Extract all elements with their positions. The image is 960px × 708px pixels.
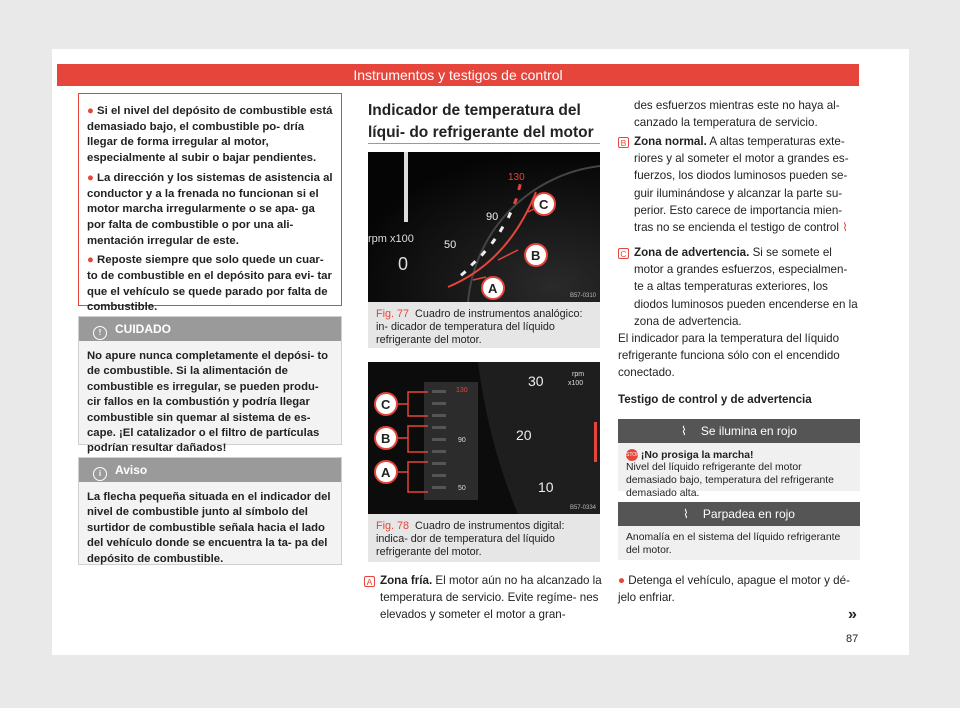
marker-c: C [539, 197, 549, 212]
zona-normal-text: A altas temperaturas exte- riores y al someter el motor a grandes es- fuerzos, los diodos luminosos pueden se- guir iluminándose y alcanzar la parte su- perior. Esto carece de importancia mien- tras no se encienda el testigo de control [634, 135, 849, 235]
speed-30: 30 [528, 373, 544, 389]
continued-text: des esfuerzos mientras este no haya al- canzado la temperatura de servicio. [634, 99, 840, 130]
coolant-icon: ⌇ [683, 507, 689, 521]
marker-b: B [381, 431, 391, 446]
tick-label-50: 50 [444, 239, 457, 251]
figure-77 [368, 152, 600, 348]
bullet-text: La dirección y los sistemas de asistencia al conductor y a la frenada no funcionan si el motor marcha irregularmente o se apa- ga por falta de combustible o por una ali- mentación irregular de este. [87, 171, 333, 247]
zona-normal [618, 133, 860, 253]
zona-fria-text: El motor aún no ha alcanzado la temperatura de servicio. Evite regíme- nes elevados y someter el motor a gran- [380, 574, 602, 622]
warning-head [618, 502, 860, 526]
tick-label-130: 130 [456, 387, 468, 394]
aviso-title: Aviso [115, 463, 148, 477]
zona-adv-text: Si se somete el motor a grandes esfuerzos, especialmen- te a altas temperaturas exteriores, los diodos luminosos pueden encenderse en la zona de advertencia. [634, 246, 858, 328]
continue-arrow: » [848, 606, 857, 623]
tick-label-90: 90 [458, 437, 466, 444]
marker-a: A [381, 465, 391, 480]
title-rule [368, 143, 600, 144]
subsection-title: Testigo de control y de advertencia [618, 393, 812, 406]
figure-number: Fig. 77 [376, 308, 410, 320]
warning-bullets-box [78, 93, 342, 314]
zona-fria [364, 572, 602, 626]
bullet-text: Si el nivel del depósito de combustible está demasiado bajo, el combustible po- dría llegar de forma irregular al motor, especialmente al subir o bajar pendientes. [87, 105, 333, 165]
speed-10: 10 [538, 479, 554, 495]
analog-gauge-graphic [368, 152, 600, 302]
marker-b: B [618, 137, 629, 148]
section-title: Indicador de temperatura del líqui- do refrigerante del motor [368, 102, 594, 141]
bullet-text: Reposte siempre que solo quede un cuar- to de combustible en el depósito para evi- tar que el vehículo se quede parado por falta de combustible. [87, 254, 332, 314]
figure-code: B57-0310 [569, 293, 596, 299]
info-icon: i [93, 467, 107, 481]
tick-label-130: 130 [508, 172, 525, 183]
bullet-icon: ● [87, 105, 98, 117]
zona-adv-title: Zona de advertencia. [634, 246, 750, 259]
zona-advertencia [618, 244, 860, 328]
tick-label-50: 50 [458, 485, 466, 492]
cuidado-header [79, 317, 341, 341]
coolant-icon: ⌇ [842, 221, 848, 235]
rpm-label: rpm [572, 371, 585, 378]
speed-20: 20 [516, 427, 532, 443]
cuidado-title: CUIDADO [115, 322, 171, 336]
analog-cluster-image [368, 152, 600, 302]
marker-a: A [364, 576, 375, 587]
stop-icon: STOP [626, 449, 638, 461]
aviso-box [78, 457, 342, 565]
rpm-label: rpm x100 [368, 233, 414, 245]
warning-text: Nivel del líquido refrigerante del motor demasiado bajo, temperatura del refrigerante demasiado alta. [626, 462, 834, 499]
figure-number: Fig. 78 [376, 520, 410, 532]
zona-fria-title: Zona fría. [380, 574, 433, 587]
warning-head-text: Se ilumina en rojo [700, 424, 797, 438]
warning-box-flashing [618, 502, 860, 560]
zona-normal-title: Zona normal. [634, 135, 707, 148]
tick-label-90: 90 [486, 211, 499, 223]
bullet-text: Detenga el vehículo, apague el motor y dé- jelo enfriar. [618, 574, 850, 605]
marker-c: C [381, 397, 391, 412]
indicator-paragraph: El indicador para la temperatura del líquido refrigerante funciona sólo con el encendido conectado. [618, 332, 840, 380]
marker-a: A [488, 281, 498, 296]
aviso-header [79, 458, 341, 482]
bullet-icon: ● [87, 171, 98, 184]
figure-caption [376, 520, 594, 559]
caption-text: Cuadro de instrumentos digital: indica- dor de temperatura del líquido refrigerante del motor. [376, 520, 565, 558]
rpm-unit: x100 [568, 380, 584, 387]
digital-cluster-image [368, 362, 600, 514]
warning-box-steady [618, 419, 860, 499]
page-header: Instrumentos y testigos de control [57, 64, 859, 86]
coolant-icon: ⌇ [681, 424, 687, 438]
marker-c: C [618, 248, 629, 259]
page-number: 87 [846, 633, 859, 645]
marker-b: B [531, 248, 541, 263]
caption-text: Cuadro de instrumentos analógico: in- dicador de temperatura del líquido refrigerante del motor. [376, 308, 583, 346]
aviso-text: La flecha pequeña situada en el indicador del nivel de combustible junto al símbolo del surtidor de combustible señala hacia el lado del vehículo donde se encuentra la ta- pa del depósito de combustible. [87, 491, 331, 565]
bullet-icon: ● [87, 254, 98, 267]
info-icon: ! [93, 326, 107, 340]
final-bullet [618, 572, 860, 606]
warning-title: ¡No prosiga la marcha! [640, 449, 754, 461]
figure-code: B57-0334 [569, 505, 596, 511]
figure-78 [368, 362, 600, 562]
digital-gauge-graphic [368, 362, 600, 514]
warning-head-text: Parpadea en rojo [702, 507, 795, 521]
bullet-icon: ● [618, 574, 629, 587]
warning-text: Anomalía en el sistema del líquido refrigerante del motor. [626, 532, 841, 556]
cuidado-box [78, 316, 342, 455]
figure-caption [376, 308, 594, 347]
cuidado-text: No apure nunca completamente el depósi- to de combustible. Si la alimentación de combustible es irregular, se pueden produ- cir fallos en la combustión y podría llegar combustible sin quemar al sistema de es- cape. ¡El catalizador o el filtro de partículas podrían resultar dañados! [87, 350, 329, 455]
tick-label-0: 0 [398, 254, 409, 274]
warning-head [618, 419, 860, 443]
